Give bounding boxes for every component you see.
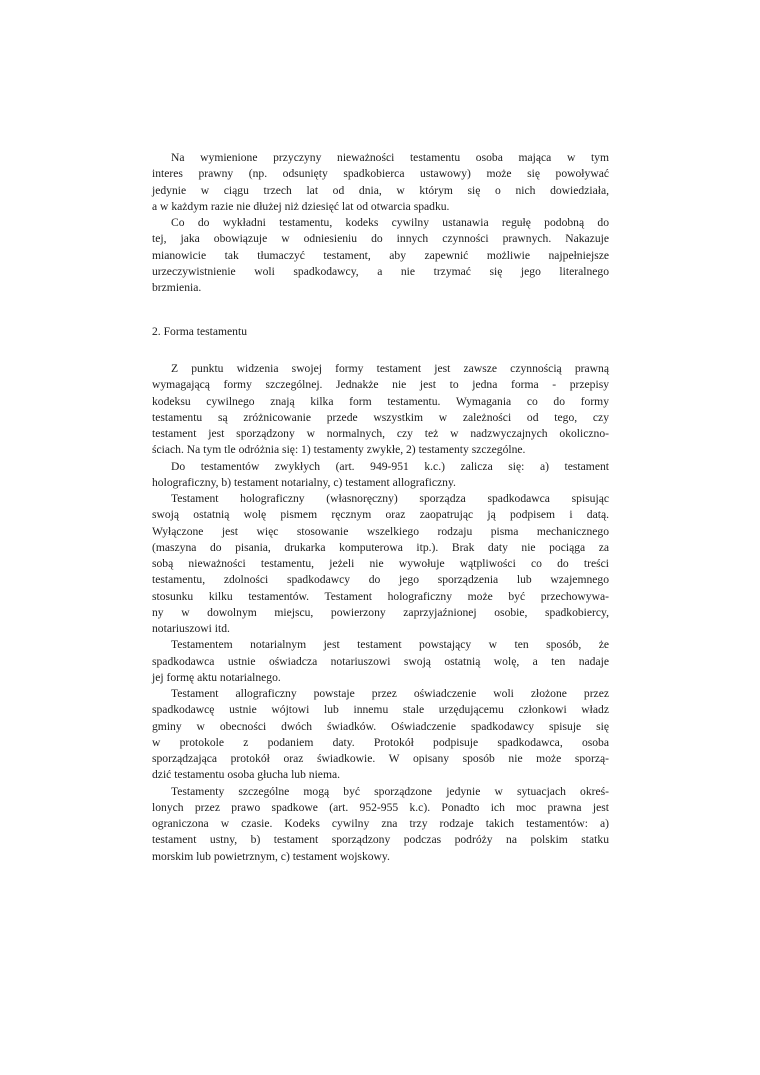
paragraph-line: Z punktu widzenia swojej formy testament jest zawsze czynnością prawną xyxy=(171,362,609,375)
paragraph-line: wymagającą formy szczególnej. Jednakże nie jest to jedna forma - przepisy xyxy=(152,378,609,392)
paragraph-line: ograniczona w czasie. Kodeks cywilny zna trzy rodzaje takich testamentów: a) xyxy=(152,817,609,830)
paragraph-line: swoją ostatnią wolę pismem ręcznym oraz zaopatrując ją podpisem i datą. xyxy=(152,508,609,522)
paragraph-line: testamentu, zdolności spadkodawcy do jego sporządzenia lub wzajemnego xyxy=(152,573,609,587)
paragraph-line: sporządzająca protokół oraz świadkowie. W opisany sposób nie może sporzą- xyxy=(152,752,609,765)
paragraph-line: urzeczywistnienie woli spadkodawcy, a nie trzymać się jego literalnego xyxy=(152,264,609,278)
paragraph-line: jej formę aktu notarialnego. xyxy=(152,670,281,684)
paragraph-line: tej, jaka obowiązuje w odniesieniu do innych czynności prawnych. Nakazuje xyxy=(152,232,609,246)
paragraph-line: spadkodawca ustnie oświadcza notariuszowi swoją ostatnią wolę, a ten nadaje xyxy=(152,654,609,668)
paragraph-line: Testament allograficzny powstaje przez oświadczenie woli złożone przez xyxy=(171,687,609,700)
paragraph-line: Do testamentów zwykłych (art. 949-951 k.c.) zalicza się: a) testament xyxy=(171,459,609,473)
paragraph-line: testament ustny, b) testament sporządzony podczas podróży na polskim statku xyxy=(152,833,609,847)
paragraph-line: sobą nieważności testamentu, jeżeli nie wywołuje wątpliwości co do treści xyxy=(152,557,609,570)
paragraph-line: jedynie w ciągu trzech lat od dnia, w którym się o nich dowiedziała, xyxy=(152,183,609,197)
paragraph-line: kodeksu cywilnego znają kilka form testamentu. Wymagania co do formy xyxy=(152,394,609,408)
paragraph-line: Testamentem notarialnym jest testament powstający w ten sposób, że xyxy=(171,638,609,652)
paragraph-line: ściach. Na tym tle odróżnia się: 1) testamenty zwykłe, 2) testamenty szczególne. xyxy=(152,443,526,457)
paragraph-line: testament jest sporządzony w normalnych, czy też w nadzwyczajnych okoliczno- xyxy=(152,427,609,440)
paragraph-line: dzić testamentu osoba głucha lub niema. xyxy=(152,768,341,782)
paragraph-line: Na wymienione przyczyny nieważności testamentu osoba mająca w tym xyxy=(171,151,609,164)
paragraph-line: w protokole z podaniem daty. Protokół podpisuje spadkodawca, osoba xyxy=(152,735,609,749)
paragraph-line: Co do wykładni testamentu, kodeks cywilny ustanawia regułę podobną do xyxy=(171,216,609,229)
paragraph-line: (maszyna do pisania, drukarka komputerowa itp.). Brak daty nie pociąga za xyxy=(152,540,609,554)
paragraph-line: Wyłączone jest więc stosowanie wszelkiego rodzaju pisma mechanicznego xyxy=(152,524,609,538)
paragraph-line: a w każdym razie nie dłużej niż dziesięć lat od otwarcia spadku. xyxy=(152,199,450,213)
paragraph-line: gminy w obecności dwóch świadków. Oświadczenie spadkodawcy spisuje się xyxy=(152,719,609,733)
paragraph-line: ny w dowolnym miejscu, powierzony zaprzyjaźnionej osobie, spadkobiercy, xyxy=(152,605,609,619)
paragraph-line: lonych przez prawo spadkowe (art. 952-955 k.c). Ponadto ich moc prawna jest xyxy=(152,800,609,814)
paragraph-line: notariuszowi itd. xyxy=(152,622,230,635)
paragraph-line: brzmienia. xyxy=(152,281,202,294)
paragraph-line: holograficzny, b) testament notarialny, c) testament allograficzny. xyxy=(152,475,456,489)
paragraph-line: testamentu są zróżnicowanie przede wszystkim w zależności od tego, czy xyxy=(152,410,609,424)
paragraph-line: spadkodawcę ustnie wójtowi lub innemu stale urzędującemu członkowi władz xyxy=(152,703,609,717)
paragraph-line: interes prawny (np. odsunięty spadkobierca ustawowy) może się powoływać xyxy=(152,167,609,181)
paragraph-line: mianowicie tak tłumaczyć testament, aby zapewnić możliwie najpełniejsze xyxy=(152,248,609,262)
paragraph-line: morskim lub powietrznym, c) testament wojskowy. xyxy=(152,849,390,863)
paragraph-line: Testamenty szczególne mogą być sporządzone jedynie w sytuacjach okreś- xyxy=(171,784,609,798)
paragraph-line: stosunku kilku testamentów. Testament holograficzny może być przechowywa- xyxy=(152,589,609,603)
section-1-text xyxy=(152,150,609,296)
section-heading: 2. Forma testamentu xyxy=(152,325,247,338)
paragraph-line: Testament holograficzny (własnoręczny) sporządza spadkodawca spisując xyxy=(171,492,609,505)
section-2-text xyxy=(152,361,609,865)
